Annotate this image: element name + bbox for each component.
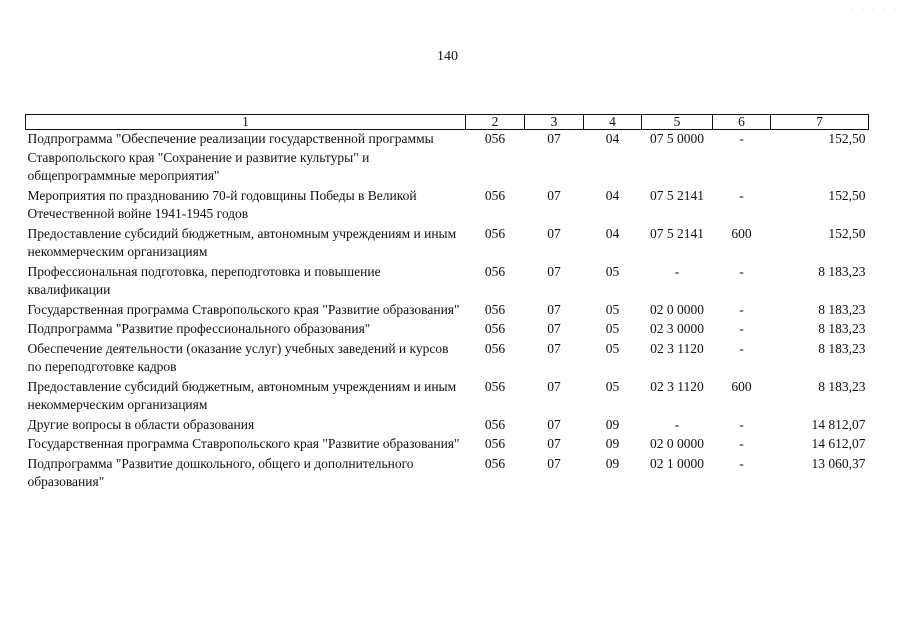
cell-expense-type: - [739, 416, 744, 432]
cell-amount: 14 612,07 [811, 436, 866, 451]
cell-ministry: 056 [484, 263, 506, 279]
table-row [26, 340, 869, 378]
cell-name: Предоставление субсидий бюджетным, автономным учреждениям и иным некоммерческим организациям [27, 378, 457, 412]
cell-expense-type: - [739, 321, 744, 336]
cell-section: 07 [547, 131, 561, 146]
table-row [26, 130, 869, 187]
cell-section: 07 [547, 263, 561, 279]
header-col-6: 6 [713, 115, 771, 130]
scan-artifact: · · · · · [850, 6, 899, 15]
header-col-2: 2 [466, 115, 525, 130]
cell-amount: 8 183,23 [818, 378, 866, 394]
cell-section: 07 [547, 301, 561, 317]
cell-amount: 8 183,23 [818, 340, 866, 356]
cell-expense-type: 600 [731, 378, 752, 394]
table-row [26, 455, 869, 493]
cell-target-article: 02 0 0000 [650, 436, 704, 451]
cell-amount: 152,50 [828, 225, 866, 241]
table-row [26, 320, 869, 340]
cell-name: Подпрограмма "Развитие дошкольного, общего и дополнительного образования" [27, 455, 414, 489]
cell-name: Государственная программа Ставропольского края "Развитие образования" [27, 436, 460, 451]
cell-section: 07 [547, 321, 561, 336]
cell-expense-type: - [739, 455, 744, 471]
cell-section: 07 [547, 187, 561, 203]
cell-section: 07 [547, 436, 561, 451]
cell-name: Обеспечение деятельности (оказание услуг) учебных заведений и курсов по переподготовке кадров [27, 340, 449, 374]
cell-amount: 152,50 [828, 131, 866, 146]
cell-ministry: 056 [484, 340, 506, 356]
cell-ministry: 056 [484, 378, 506, 394]
cell-name: Предоставление субсидий бюджетным, автономным учреждениям и иным некоммерческим организациям [27, 225, 457, 259]
cell-ministry: 056 [484, 321, 506, 336]
table-row [26, 435, 869, 455]
cell-section: 07 [547, 340, 561, 356]
cell-subsection: 09 [605, 416, 620, 432]
cell-target-article: 07 5 2141 [650, 225, 704, 241]
cell-target-article: 02 1 0000 [650, 455, 704, 471]
cell-ministry: 056 [484, 301, 506, 317]
cell-subsection: 09 [605, 436, 620, 451]
cell-target-article: 07 5 2141 [650, 187, 704, 203]
cell-target-article: 02 3 1120 [650, 340, 704, 356]
cell-ministry: 056 [484, 416, 506, 432]
table-row [26, 378, 869, 416]
table-row [26, 416, 869, 436]
cell-target-article: 02 3 0000 [650, 321, 704, 336]
cell-target-article: 07 5 0000 [650, 131, 704, 146]
cell-expense-type: - [739, 340, 744, 356]
cell-expense-type: - [739, 263, 744, 279]
page-number: 140 [437, 49, 458, 64]
header-col-5: 5 [642, 115, 713, 130]
cell-expense-type: - [739, 187, 744, 203]
table-body [26, 130, 869, 493]
cell-amount: 8 183,23 [818, 263, 866, 279]
cell-expense-type: - [739, 436, 744, 451]
budget-table [25, 114, 869, 493]
cell-expense-type: 600 [731, 225, 752, 241]
cell-subsection: 04 [605, 131, 620, 146]
header-col-7: 7 [771, 115, 869, 130]
cell-section: 07 [547, 455, 561, 471]
cell-name: Мероприятия по празднованию 70-й годовщины Победы в Великой Отечественной войне 1941-1945 годов [27, 187, 417, 221]
table-row [26, 187, 869, 225]
header-col-1: 1 [26, 115, 466, 130]
cell-ministry: 056 [484, 187, 506, 203]
cell-amount: 8 183,23 [818, 301, 866, 317]
cell-name: Подпрограмма "Обеспечение реализации государственной программы Ставропольского края "Сохранение и развитие культуры" и общепрограммные мероприятия" [27, 131, 434, 183]
cell-ministry: 056 [484, 131, 506, 146]
cell-ministry: 056 [484, 455, 506, 471]
cell-subsection: 05 [605, 301, 620, 317]
cell-target-article: 02 3 1120 [650, 378, 704, 394]
cell-target-article: - [674, 416, 680, 432]
cell-section: 07 [547, 378, 561, 394]
cell-subsection: 05 [605, 378, 620, 394]
cell-name: Государственная программа Ставропольского края "Развитие образования" [27, 301, 460, 317]
cell-expense-type: - [739, 131, 744, 146]
cell-ministry: 056 [484, 436, 506, 451]
cell-expense-type: - [739, 301, 744, 317]
cell-section: 07 [547, 225, 561, 241]
cell-subsection: 09 [605, 455, 620, 471]
cell-subsection: 04 [605, 225, 620, 241]
cell-amount: 13 060,37 [811, 455, 866, 471]
cell-subsection: 04 [605, 187, 620, 203]
cell-target-article: 02 0 0000 [650, 301, 704, 317]
header-col-4: 4 [584, 115, 642, 130]
cell-section: 07 [547, 416, 561, 432]
cell-amount: 8 183,23 [818, 321, 866, 336]
header-col-3: 3 [525, 115, 584, 130]
cell-ministry: 056 [484, 225, 506, 241]
cell-subsection: 05 [605, 321, 620, 336]
cell-subsection: 05 [605, 263, 620, 279]
cell-amount: 14 812,07 [811, 416, 866, 432]
cell-name: Профессиональная подготовка, переподготовка и повышение квалификации [27, 263, 381, 297]
cell-amount: 152,50 [828, 187, 866, 203]
table-row [26, 263, 869, 301]
cell-target-article: - [674, 263, 680, 279]
header-row [26, 115, 869, 130]
table-row [26, 225, 869, 263]
cell-name: Подпрограмма "Развитие профессионального образования" [27, 321, 371, 336]
table-row [26, 301, 869, 321]
cell-subsection: 05 [605, 340, 620, 356]
cell-name: Другие вопросы в области образования [27, 416, 255, 432]
